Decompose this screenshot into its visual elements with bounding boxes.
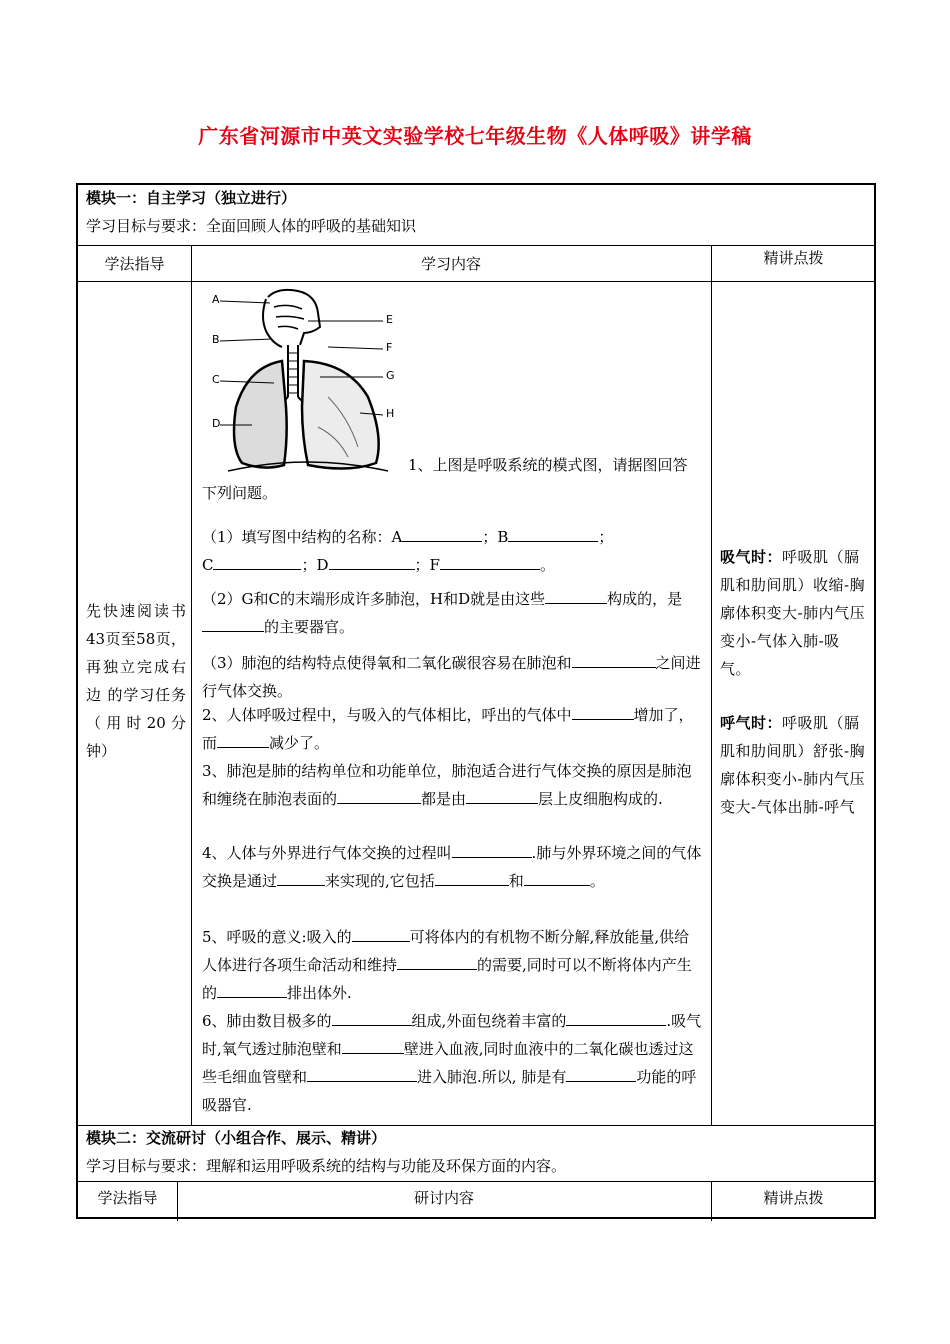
answer-blank[interactable]: [566, 1065, 636, 1082]
tip-exhale: 呼气时：呼吸肌（膈肌和肋间肌）舒张-胸廓体积变小-肺内气压变大-气体出肺-呼气: [720, 714, 866, 816]
row-divider: [78, 1181, 874, 1182]
answer-blank[interactable]: [466, 787, 538, 804]
question-3: 3、肺泡是肺的结构单位和功能单位，肺泡适合进行气体交换的原因是肺泡和缠绕在肺泡表面的 都是由 层上皮细胞构成的.: [202, 762, 692, 808]
question-1-part-2: （2）G和C的末端形成许多肺泡，H和D就是由这些 构成的，是的主要器官。: [202, 585, 702, 641]
question-4: 4、人体与外界进行气体交换的过程叫 .肺与外界环境之间的气体交换是通过 来实现的,它包括 和 。: [202, 839, 702, 895]
answer-blank[interactable]: [440, 553, 540, 570]
answer-blank[interactable]: [566, 1009, 666, 1026]
question-5: 5、呼吸的意义:吸入的 可将体内的有机物不断分解,释放能量,供给人体进行各项生命活动和维持 的需要,同时可以不断将体内产生的 排出体外.: [202, 923, 702, 1007]
row-divider: [78, 245, 874, 246]
answer-blank[interactable]: [435, 869, 509, 886]
module2-col-content: 研讨内容: [413, 1189, 474, 1207]
module1-goal: 学习目标与要求：全面回顾人体的呼吸的基础知识: [86, 217, 417, 235]
module2-col-method: 学法指导: [97, 1189, 158, 1207]
answer-blank[interactable]: [307, 1065, 417, 1082]
module2-heading: 模块二：交流研讨（小组合作、展示、精讲）: [86, 1129, 387, 1147]
diagram-label-d: D: [212, 417, 221, 430]
answer-blank[interactable]: [332, 1009, 412, 1026]
answer-blank[interactable]: [337, 787, 421, 804]
diagram-label-h: H: [386, 407, 395, 420]
col-method-header: 学法指导: [104, 255, 165, 273]
answer-blank[interactable]: [397, 953, 477, 970]
diagram-label-g: G: [386, 369, 395, 382]
answer-blank[interactable]: [213, 553, 301, 570]
answer-blank[interactable]: [277, 869, 325, 886]
answer-blank[interactable]: [217, 981, 287, 998]
col-content-header: 学习内容: [420, 255, 481, 273]
answer-blank[interactable]: [342, 1037, 404, 1054]
answer-blank[interactable]: [329, 553, 415, 570]
question-1-part-3: （3）肺泡的结构特点使得氧和二氧化碳很容易在肺泡和 之间进行气体交换。: [202, 649, 702, 705]
column-divider: [711, 245, 712, 1125]
question-1-part-1: （1）填写图中结构的名称：A ；B ； C ；D ；F 。: [202, 523, 702, 579]
study-guidance: 先快速阅读书43页至58页，再独立完成右边 的学习任务（用时20分钟）: [86, 602, 186, 760]
page-title: 广东省河源市中英文实验学校七年级生物《人体呼吸》讲学稿: [198, 124, 752, 148]
diagram-label-a: A: [212, 293, 220, 306]
diagram-label-c: C: [212, 373, 220, 386]
row-divider: [78, 281, 874, 282]
diagram-label-f: F: [386, 341, 393, 354]
question-6: 6、肺由数目极多的 组成,外面包绕着丰富的 .吸气时,氧气透过肺泡壁和 壁进入血液,同时血液中的二氧化碳也透过这些毛细血管壁和 进入肺泡.所以, 肺是有 功能的呼吸器官.: [202, 1007, 702, 1119]
answer-blank[interactable]: [572, 651, 656, 668]
diagram-label-b: B: [212, 333, 220, 346]
answer-blank[interactable]: [352, 925, 410, 942]
row-divider: [78, 1125, 874, 1126]
answer-blank[interactable]: [202, 615, 264, 632]
diagram-label-e: E: [386, 313, 393, 326]
answer-blank[interactable]: [572, 703, 634, 720]
question-2: 2、人体呼吸过程中，与吸入的气体相比，呼出的气体中 增加了，而 减少了。: [202, 701, 702, 757]
study-table: [76, 183, 876, 1219]
answer-blank[interactable]: [524, 869, 590, 886]
column-divider: [191, 245, 192, 1125]
module2-goal: 学习目标与要求：理解和运用呼吸系统的结构与功能及环保方面的内容。: [86, 1157, 567, 1175]
question-1-intro: 1、上图是呼吸系统的模式图，请据图回答下列问题。: [202, 456, 688, 502]
answer-blank[interactable]: [217, 731, 269, 748]
answer-blank[interactable]: [402, 525, 482, 542]
answer-blank[interactable]: [508, 525, 598, 542]
module2-col-tips: 精讲点拨: [763, 1189, 824, 1207]
answer-blank[interactable]: [452, 841, 532, 858]
col-tips-header: 精讲点拨: [763, 249, 824, 267]
module1-heading: 模块一：自主学习（独立进行）: [86, 189, 297, 207]
tip-inhale: 吸气时：呼吸肌（膈肌和肋间肌）收缩-胸廓体积变大-肺内气压变小-气体入肺-吸气。: [720, 548, 866, 678]
answer-blank[interactable]: [545, 587, 607, 604]
